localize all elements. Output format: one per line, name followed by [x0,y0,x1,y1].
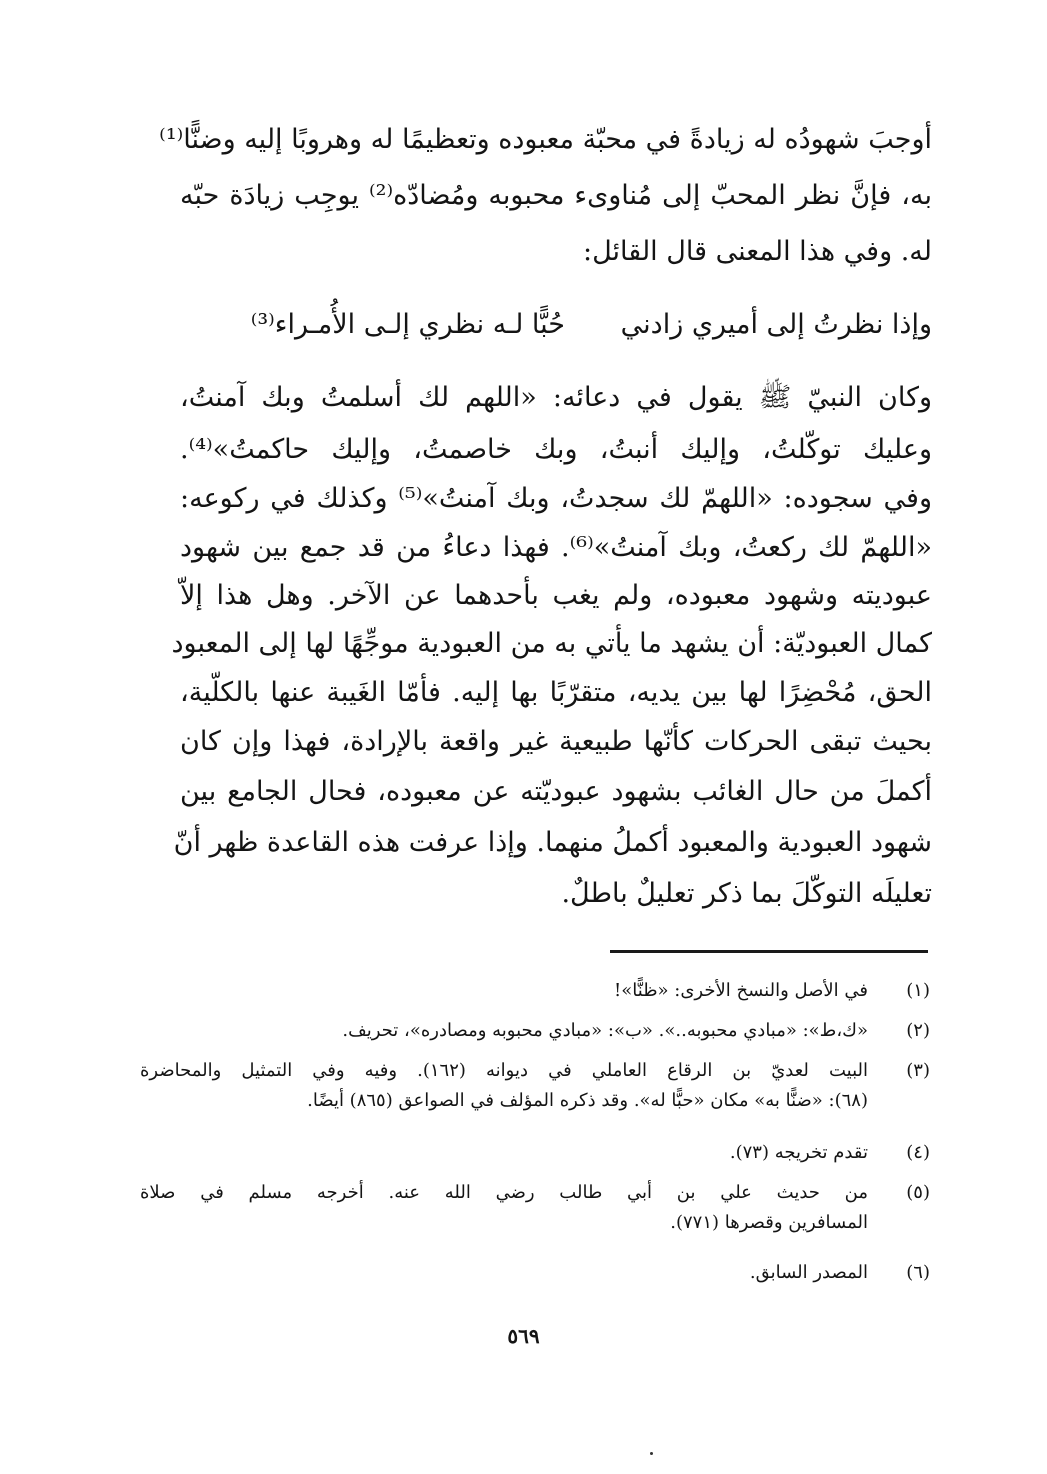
body-line: له. وفي هذا المعنى قال القائل: [583,236,932,267]
scan-speck [650,1452,653,1455]
footnote [140,1056,930,1120]
footnote-text-continued: المسافرين وقصرها (٧٧١). [670,1212,868,1233]
body-line: وعليك توكّلتُ، وإليك أنبتُ، وبك خاصمتُ، وإليك حاكمتُ»⁽⁴⁾. [180,434,932,465]
body-line: بحيث تبقى الحركات كأنّها طبيعية غير واقعة بالإرادة، فهذا وإن كان [180,726,932,757]
footnote [140,1178,930,1242]
footnote-text: في الأصل والنسخ الأخرى: «ظنًّا»! [614,980,868,1001]
body-line: أوجبَ شهودُه له زيادةً في محبّة معبوده وتعظيمًا له وهروبًا إليه وضنًّا⁽¹⁾ [159,124,932,155]
footnote-number: (٢) [906,1020,930,1041]
verse-left-hemistich: حُبًّا لـه نظري إلـى الأُمـراء⁽³⁾ [250,309,565,340]
footnote-text: من حديث علي بن أبي طالب رضي الله عنه. أخرجه مسلم في صلاة [140,1182,868,1203]
body-line: وفي سجوده: «اللهمّ لك سجدتُ، وبك آمنتُ»⁽⁵⁾ وكذلك في ركوعه: [180,483,932,514]
footnote-separator [610,950,928,953]
body-line: الحق، مُحْضِرًا لها بين يديه، متقرّبًا بها إليه. فأمّا الغَيبة عنها بالكلّية، [180,677,932,708]
body-line: عبوديته وشهود معبوده، ولم يغب بأحدهما عن الآخر. وهل هذا إلاّ [180,580,932,611]
verse-right-hemistich: وإذا نظرتُ إلى أميري زادني [620,309,932,340]
footnote-number: (١) [906,980,930,1001]
footnote-number: (٣) [906,1060,930,1081]
footnote-number: (٦) [906,1262,930,1283]
body-line: شهود العبودية والمعبود أكملُ منهما. وإذا عرفت هذه القاعدة ظهر أنّ [173,827,932,858]
body-line: وكان النبيّ ﷺ يقول في دعائه: «اللهم لك أسلمتُ وبك آمنتُ، [180,382,932,413]
footnote-text: «ك،ط»: «مبادي محبوبه..». «ب»: «مبادي محبوبه ومصادره»، تحريف. [342,1020,868,1041]
footnote-text: البيت لعديّ بن الرقاع العاملي في ديوانه (١٦٢). وفيه وفي التمثيل والمحاضرة [140,1060,868,1081]
footnote-text: تقدم تخريجه (٧٣). [729,1142,868,1163]
body-line: أكملَ من حال الغائب بشهود عبوديّته عن معبوده، فحال الجامع بين [180,776,932,807]
footnote-number: (٤) [906,1142,930,1163]
body-line: به، فإنَّ نظر المحبّ إلى مُناوىء محبوبه ومُضادّه⁽²⁾ يوجِب زيادَة حبّه [180,180,932,211]
body-line: «اللهمّ لك ركعتُ، وبك آمنتُ»⁽⁶⁾. فهذا دعاءُ من قد جمع بين شهود [180,532,932,563]
footnote-text-continued: (٦٨): «ضنًّا به» مكان «حبًّا له». وقد ذكره المؤلف في الصواعق (٨٦٥) أيضًا. [307,1090,868,1111]
body-line: كمال العبوديّة: أن يشهد ما يأتي به من العبودية موجِّهًا لها إلى المعبود [171,628,932,659]
footnote-text: المصدر السابق. [749,1262,868,1283]
footnote-number: (٥) [906,1182,930,1203]
page-number: ٥٦٩ [507,1324,540,1348]
body-line: تعليلَه التوكّلَ بما ذكر تعليلٌ باطلٌ. [561,878,932,909]
